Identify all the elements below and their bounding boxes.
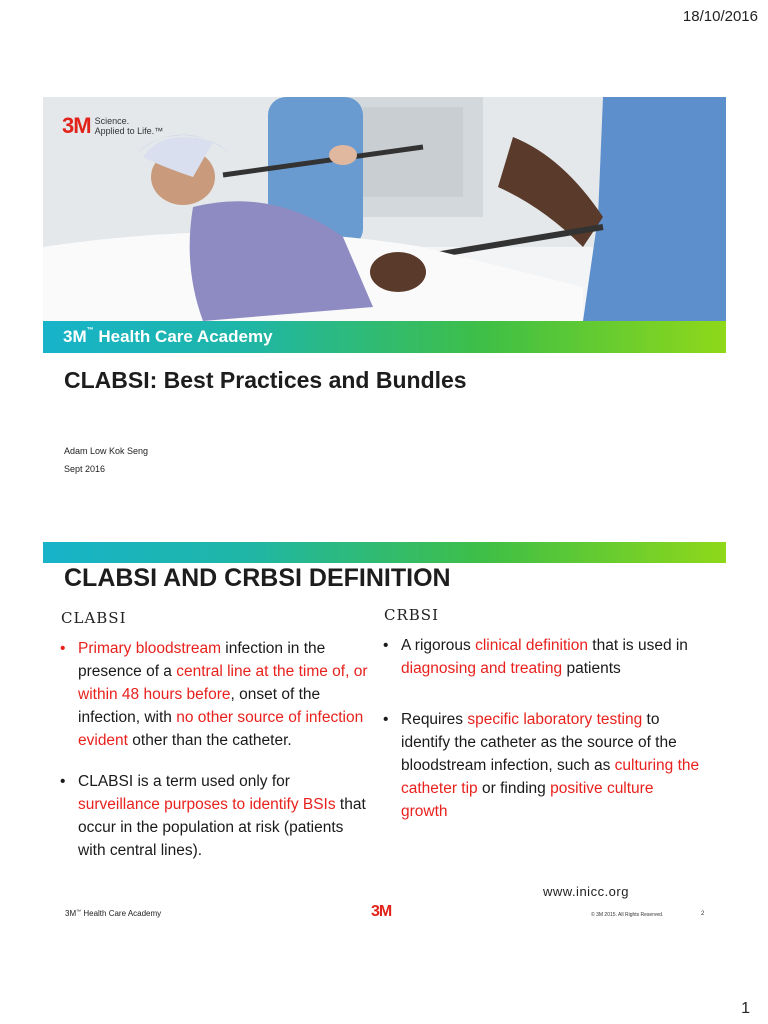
band-brand: 3M [63,327,87,346]
tagline-line-1: Science. [94,116,130,126]
list-item [58,770,368,862]
body-text: or finding [477,780,551,797]
band-label-text: Health Care Academy [98,327,273,346]
body-text: A rigorous [401,637,476,654]
body-text: infection in the presence of a [78,640,326,680]
header-gradient-band [43,542,726,563]
page-number: 1 [741,1000,750,1017]
list-item [381,634,701,680]
tagline-line-2-text: Applied to Life. [94,126,155,136]
body-text: , onset of the infection, with [78,686,321,726]
clabsi-bullet-list [58,637,368,880]
footer-brand: 3M [65,909,77,918]
footer-3m-logo: 3M [371,903,392,920]
hero-photo [43,97,726,321]
body-text: to [642,711,660,728]
body-text: identify the catheter as the source of the bloodstream infection, such as [401,734,677,774]
crbsi-bullet-list [381,634,701,841]
body-text: CLABSI is a term used only for [78,773,290,790]
slide-title: CLABSI: Best Practices and Bundles [64,367,467,393]
brand-logo [62,113,163,139]
body-text: that is used in [587,637,688,654]
list-item [381,708,701,823]
highlight-text: diagnosing and treating [401,660,563,677]
body-text: that occur in the population at risk (patients with central lines). [78,796,366,859]
source-url: www.inicc.org [543,884,629,899]
highlight-text: culturing the catheter tip [401,757,700,797]
title-slide [43,97,726,497]
highlight-text: Primary bloodstream [78,640,221,657]
academy-band [43,321,726,353]
slide-title: CLABSI AND CRBSI DEFINITION [64,564,451,592]
highlight-text: surveillance purposes to identify BSIs [78,796,336,813]
crbsi-heading: CRBSI [384,606,439,624]
3m-logo-mark: 3M [62,113,91,138]
slide-number: 2 [701,911,705,917]
highlight-text: specific laboratory testing [467,711,643,728]
highlight-text: positive culture growth [401,780,654,820]
body-text: patients [562,660,621,677]
definition-slide [43,542,726,932]
tagline-trademark: ™ [154,126,164,136]
band-trademark: ™ [86,327,94,334]
footer-copyright: © 3M 2015. All Rights Reserved. [591,912,664,918]
highlight-text: no other source of infection evident [78,709,364,749]
footer-label-text: Health Care Academy [81,909,162,918]
print-date: 18/10/2016 [682,8,758,25]
footer-trademark: ™ [76,909,82,915]
highlight-text: central line at the time of, or within 48 hours before [78,663,368,703]
list-item [58,637,368,752]
footer-academy-label [65,909,161,918]
highlight-text: clinical definition [475,637,588,654]
tagline-line-2 [95,126,164,136]
brand-tagline [95,116,164,136]
clabsi-heading: CLABSI [61,609,127,627]
body-text: other than the catheter. [127,732,292,749]
academy-band-label [63,327,273,347]
presentation-date: Sept 2016 [64,464,106,474]
body-text: Requires [401,711,468,728]
presenter-name: Adam Low Kok Seng [64,446,149,456]
